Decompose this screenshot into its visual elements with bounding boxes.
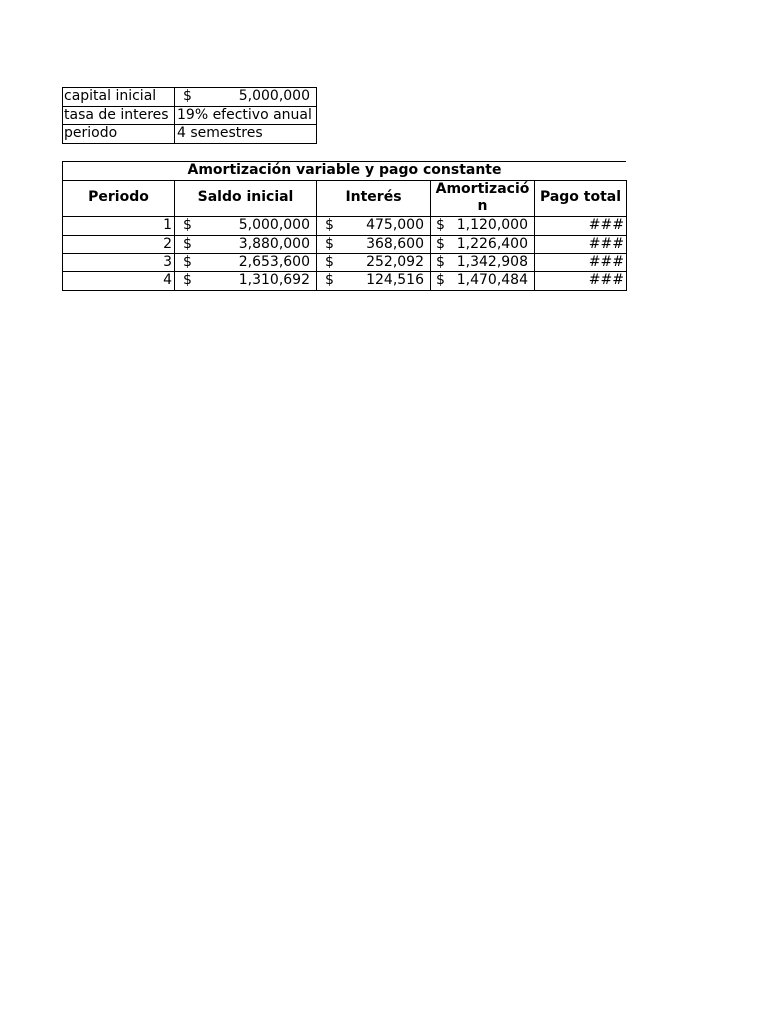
cell-pago-total: ### <box>588 217 624 233</box>
amount: 1,226,400 <box>456 236 528 252</box>
amount: 475,000 <box>366 217 424 233</box>
currency-symbol: $ <box>436 254 445 270</box>
cell-periodo: 4 <box>163 272 172 288</box>
header-periodo: Periodo <box>88 189 149 205</box>
cell-saldo <box>175 254 316 271</box>
cell-amortizacion <box>431 254 534 271</box>
table-title: Amortización variable y pago constante <box>187 162 502 178</box>
currency-symbol: $ <box>436 236 445 252</box>
currency-symbol: $ <box>325 236 334 252</box>
amount: 5,000,000 <box>238 217 310 233</box>
cell-pago-total: ### <box>588 236 624 252</box>
currency-symbol: $ <box>183 272 192 288</box>
currency-symbol: $ <box>183 217 192 233</box>
param-amount: 5,000,000 <box>238 88 310 104</box>
currency-symbol: $ <box>436 272 445 288</box>
currency-symbol: $ <box>183 254 192 270</box>
header-amortizacion-line2: n <box>477 198 488 214</box>
amount: 368,600 <box>366 236 424 252</box>
header-saldo-inicial: Saldo inicial <box>197 189 294 205</box>
header-amortizacion-line1: Amortizació <box>435 181 530 197</box>
currency-symbol: $ <box>183 88 192 104</box>
amount: 1,342,908 <box>456 254 528 270</box>
amount: 1,470,484 <box>456 272 528 288</box>
param-label-periodo: periodo <box>64 125 118 141</box>
cell-amortizacion <box>431 217 534 235</box>
cell-pago-total: ### <box>588 272 624 288</box>
cell-interes <box>317 254 430 271</box>
param-value-capital <box>175 88 316 106</box>
cell-amortizacion <box>431 272 534 290</box>
amount: 124,516 <box>366 272 424 288</box>
cell-periodo: 3 <box>163 254 172 270</box>
param-value-tasa: 19% efectivo anual <box>177 107 312 123</box>
cell-pago-total: ### <box>588 254 624 270</box>
cell-saldo <box>175 236 316 253</box>
amount: 1,310,692 <box>238 272 310 288</box>
cell-interes <box>317 236 430 253</box>
header-interes: Interés <box>345 189 402 205</box>
param-label-tasa: tasa de interes <box>64 107 169 123</box>
currency-symbol: $ <box>325 217 334 233</box>
header-pago-total: Pago total <box>539 189 622 205</box>
amount: 1,120,000 <box>456 217 528 233</box>
cell-amortizacion <box>431 236 534 253</box>
cell-interes <box>317 217 430 235</box>
cell-saldo <box>175 217 316 235</box>
cell-periodo: 2 <box>163 236 172 252</box>
currency-symbol: $ <box>325 272 334 288</box>
amount: 3,880,000 <box>238 236 310 252</box>
param-value-periodo: 4 semestres <box>177 125 263 141</box>
param-label-capital: capital inicial <box>64 88 157 104</box>
cell-interes <box>317 272 430 290</box>
currency-symbol: $ <box>325 254 334 270</box>
currency-symbol: $ <box>436 217 445 233</box>
amount: 252,092 <box>366 254 424 270</box>
cell-saldo <box>175 272 316 290</box>
currency-symbol: $ <box>183 236 192 252</box>
amount: 2,653,600 <box>238 254 310 270</box>
cell-periodo: 1 <box>163 217 172 233</box>
